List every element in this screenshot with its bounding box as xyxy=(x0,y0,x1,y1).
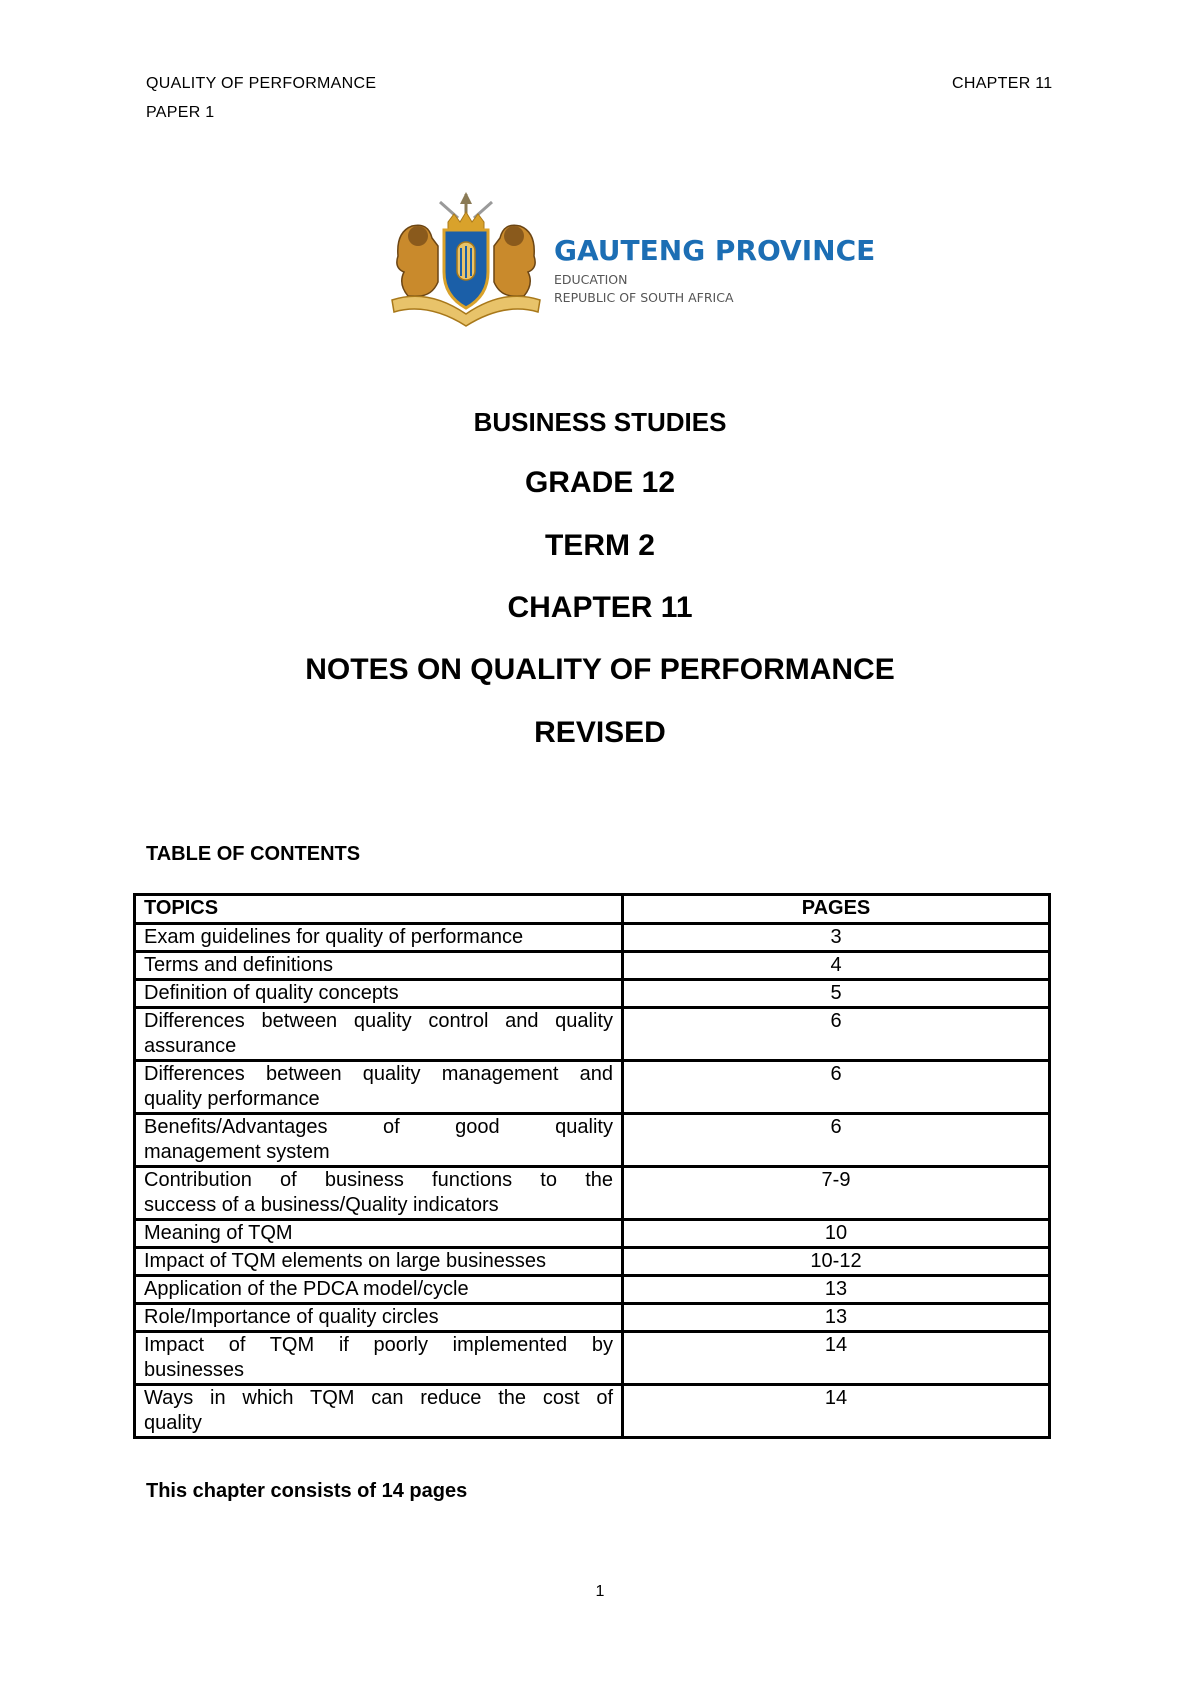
topic-cell xyxy=(135,1114,623,1167)
table-row xyxy=(135,1385,1050,1438)
table-row xyxy=(135,952,1050,980)
column-header-topics: TOPICS xyxy=(135,895,623,924)
topic-text: Application of the PDCA model/cycle xyxy=(144,1278,469,1300)
topic-text-continued: success of a business/Quality indicators xyxy=(144,1194,499,1216)
logo-line1: EDUCATION xyxy=(554,272,628,287)
page-cell: 14 xyxy=(623,1385,1050,1438)
grade-title: GRADE 12 xyxy=(524,466,676,499)
table-row xyxy=(135,1276,1050,1304)
gauteng-logo xyxy=(388,192,876,327)
logo-title: GAUTENG PROVINCE xyxy=(554,234,876,267)
topic-text: Definition of quality concepts xyxy=(144,982,399,1004)
topic-cell xyxy=(135,1220,623,1248)
table-row xyxy=(135,924,1050,952)
page-number: 1 xyxy=(595,1583,605,1600)
page-cell: 7-9 xyxy=(623,1167,1050,1220)
topic-cell xyxy=(135,952,623,980)
page-cell: 3 xyxy=(623,924,1050,952)
table-row xyxy=(135,1248,1050,1276)
header-chapter: CHAPTER 11 xyxy=(952,75,1053,92)
toc-body xyxy=(135,924,1050,1438)
notes-title: NOTES ON QUALITY OF PERFORMANCE xyxy=(305,653,895,686)
topic-text: Differences between quality control and quality xyxy=(144,1010,613,1032)
topic-text-continued: quality performance xyxy=(144,1088,320,1110)
topic-text-continued: assurance xyxy=(144,1035,237,1057)
topic-text: Exam guidelines for quality of performance xyxy=(144,926,524,948)
table-row xyxy=(135,1332,1050,1385)
header-paper: PAPER 1 xyxy=(146,104,215,121)
revised-title: REVISED xyxy=(534,716,666,749)
table-row xyxy=(135,1061,1050,1114)
toc-heading: TABLE OF CONTENTS xyxy=(146,843,361,865)
topic-cell xyxy=(135,1276,623,1304)
page-cell: 10-12 xyxy=(623,1248,1050,1276)
topic-text-continued: management system xyxy=(144,1141,330,1163)
chapter-length-note: This chapter consists of 14 pages xyxy=(146,1480,468,1502)
page-cell: 5 xyxy=(623,980,1050,1008)
page-cell: 13 xyxy=(623,1276,1050,1304)
topic-text: Benefits/Advantages of good quality xyxy=(144,1116,613,1138)
topic-text: Differences between quality management and xyxy=(144,1063,613,1085)
coat-of-arms-icon xyxy=(392,192,540,326)
topic-cell xyxy=(135,1304,623,1332)
table-row xyxy=(135,1220,1050,1248)
topic-cell xyxy=(135,1061,623,1114)
page-cell: 4 xyxy=(623,952,1050,980)
page-cell: 6 xyxy=(623,1061,1050,1114)
toc-header-row xyxy=(135,895,1050,924)
topic-text: Terms and definitions xyxy=(144,954,333,976)
page-cell: 10 xyxy=(623,1220,1050,1248)
header-title: QUALITY OF PERFORMANCE xyxy=(146,75,377,92)
topic-text: Impact of TQM if poorly implemented by xyxy=(144,1334,613,1356)
page-cell: 14 xyxy=(623,1332,1050,1385)
topic-text: Role/Importance of quality circles xyxy=(144,1306,439,1328)
topic-cell xyxy=(135,1385,623,1438)
table-row xyxy=(135,980,1050,1008)
page-cell: 13 xyxy=(623,1304,1050,1332)
topic-cell xyxy=(135,1332,623,1385)
table-row xyxy=(135,1114,1050,1167)
topic-text: Ways in which TQM can reduce the cost of xyxy=(144,1387,613,1409)
topic-cell xyxy=(135,980,623,1008)
topic-text: Contribution of business functions to the xyxy=(144,1169,613,1191)
topic-text: Meaning of TQM xyxy=(144,1222,293,1244)
subject-title: BUSINESS STUDIES xyxy=(473,407,727,437)
term-title: TERM 2 xyxy=(544,529,655,562)
chapter-title: CHAPTER 11 xyxy=(507,591,693,624)
table-row xyxy=(135,1167,1050,1220)
column-header-pages: PAGES xyxy=(623,895,1050,924)
topic-text-continued: quality xyxy=(144,1412,202,1434)
topic-cell xyxy=(135,1167,623,1220)
logo-line2: REPUBLIC OF SOUTH AFRICA xyxy=(554,290,734,305)
topic-cell xyxy=(135,1008,623,1061)
topic-text: Impact of TQM elements on large businesses xyxy=(144,1250,547,1272)
toc-table xyxy=(133,893,1051,1439)
page-cell: 6 xyxy=(623,1114,1050,1167)
page-cell: 6 xyxy=(623,1008,1050,1061)
topic-text-continued: businesses xyxy=(144,1359,245,1381)
topic-cell xyxy=(135,1248,623,1276)
table-row xyxy=(135,1008,1050,1061)
table-row xyxy=(135,1304,1050,1332)
topic-cell xyxy=(135,924,623,952)
